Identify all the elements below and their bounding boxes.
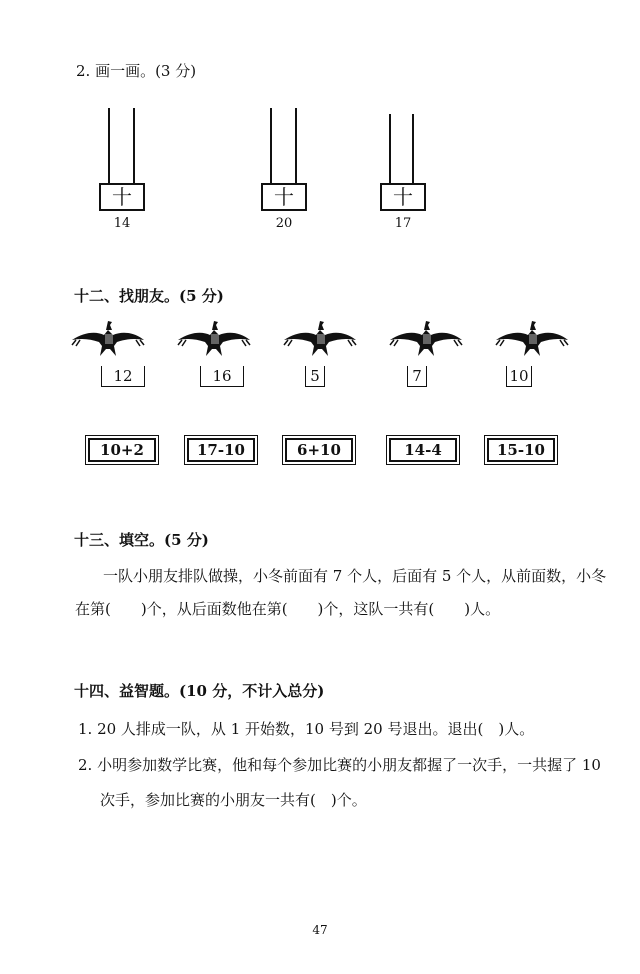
abacus-1	[99, 108, 145, 238]
abacus-base-label: 十	[380, 183, 426, 211]
draw-heading: 2. 画一画。(3 分)	[76, 62, 197, 80]
abacus-base-label: 十	[261, 183, 307, 211]
abacus-rod	[270, 108, 272, 184]
bird-number-card: 16	[200, 366, 244, 387]
abacus-rod	[412, 114, 414, 184]
section14-q1: 1. 20 人排成一队，从 1 开始数，10 号到 20 号退出。退出( )人。	[78, 720, 535, 738]
section13-heading: 十三、填空。(5 分)	[74, 531, 209, 549]
bird-icon	[494, 316, 570, 360]
page-number: 47	[312, 923, 328, 937]
abacus-number: 17	[394, 216, 412, 231]
abacus-2	[261, 108, 307, 238]
expression-card: 15-10	[487, 438, 555, 462]
expression-card: 17-10	[187, 438, 255, 462]
abacus-rod	[389, 114, 391, 184]
bird-icon	[70, 316, 146, 360]
bird-icon	[176, 316, 252, 360]
section13-line2: 在第( )个，从后面数他在第( )个，这队一共有( )人。	[75, 600, 501, 618]
bird-number-card: 7	[407, 366, 427, 387]
bird-icon	[282, 316, 358, 360]
abacus-number: 20	[275, 216, 293, 231]
expression-card: 6+10	[285, 438, 353, 462]
abacus-base-label: 十	[99, 183, 145, 211]
expression-card: 10+2	[88, 438, 156, 462]
abacus-3	[380, 108, 426, 238]
abacus-rod	[295, 108, 297, 184]
bird-number-card: 5	[305, 366, 325, 387]
section13-line1: 一队小朋友排队做操，小冬前面有 7 个人，后面有 5 个人，从前面数，小冬	[103, 567, 607, 585]
section14-q2-line1: 2. 小明参加数学比赛，他和每个参加比赛的小朋友都握了一次手，一共握了 10	[78, 756, 601, 774]
expression-card: 14-4	[389, 438, 457, 462]
section14-q2-line2: 次手，参加比赛的小朋友一共有( )个。	[100, 791, 367, 809]
abacus-rod	[133, 108, 135, 184]
section12-heading-text: 十二、找朋友。(5 分)	[74, 287, 224, 305]
section12-heading	[74, 285, 224, 306]
abacus-rod	[108, 108, 110, 184]
section14-heading: 十四、益智题。(10 分，不计入总分)	[74, 682, 325, 700]
abacus-number: 14	[113, 216, 131, 231]
bird-icon	[388, 316, 464, 360]
bird-number-card: 10	[506, 366, 532, 387]
bird-number-card: 12	[101, 366, 145, 387]
